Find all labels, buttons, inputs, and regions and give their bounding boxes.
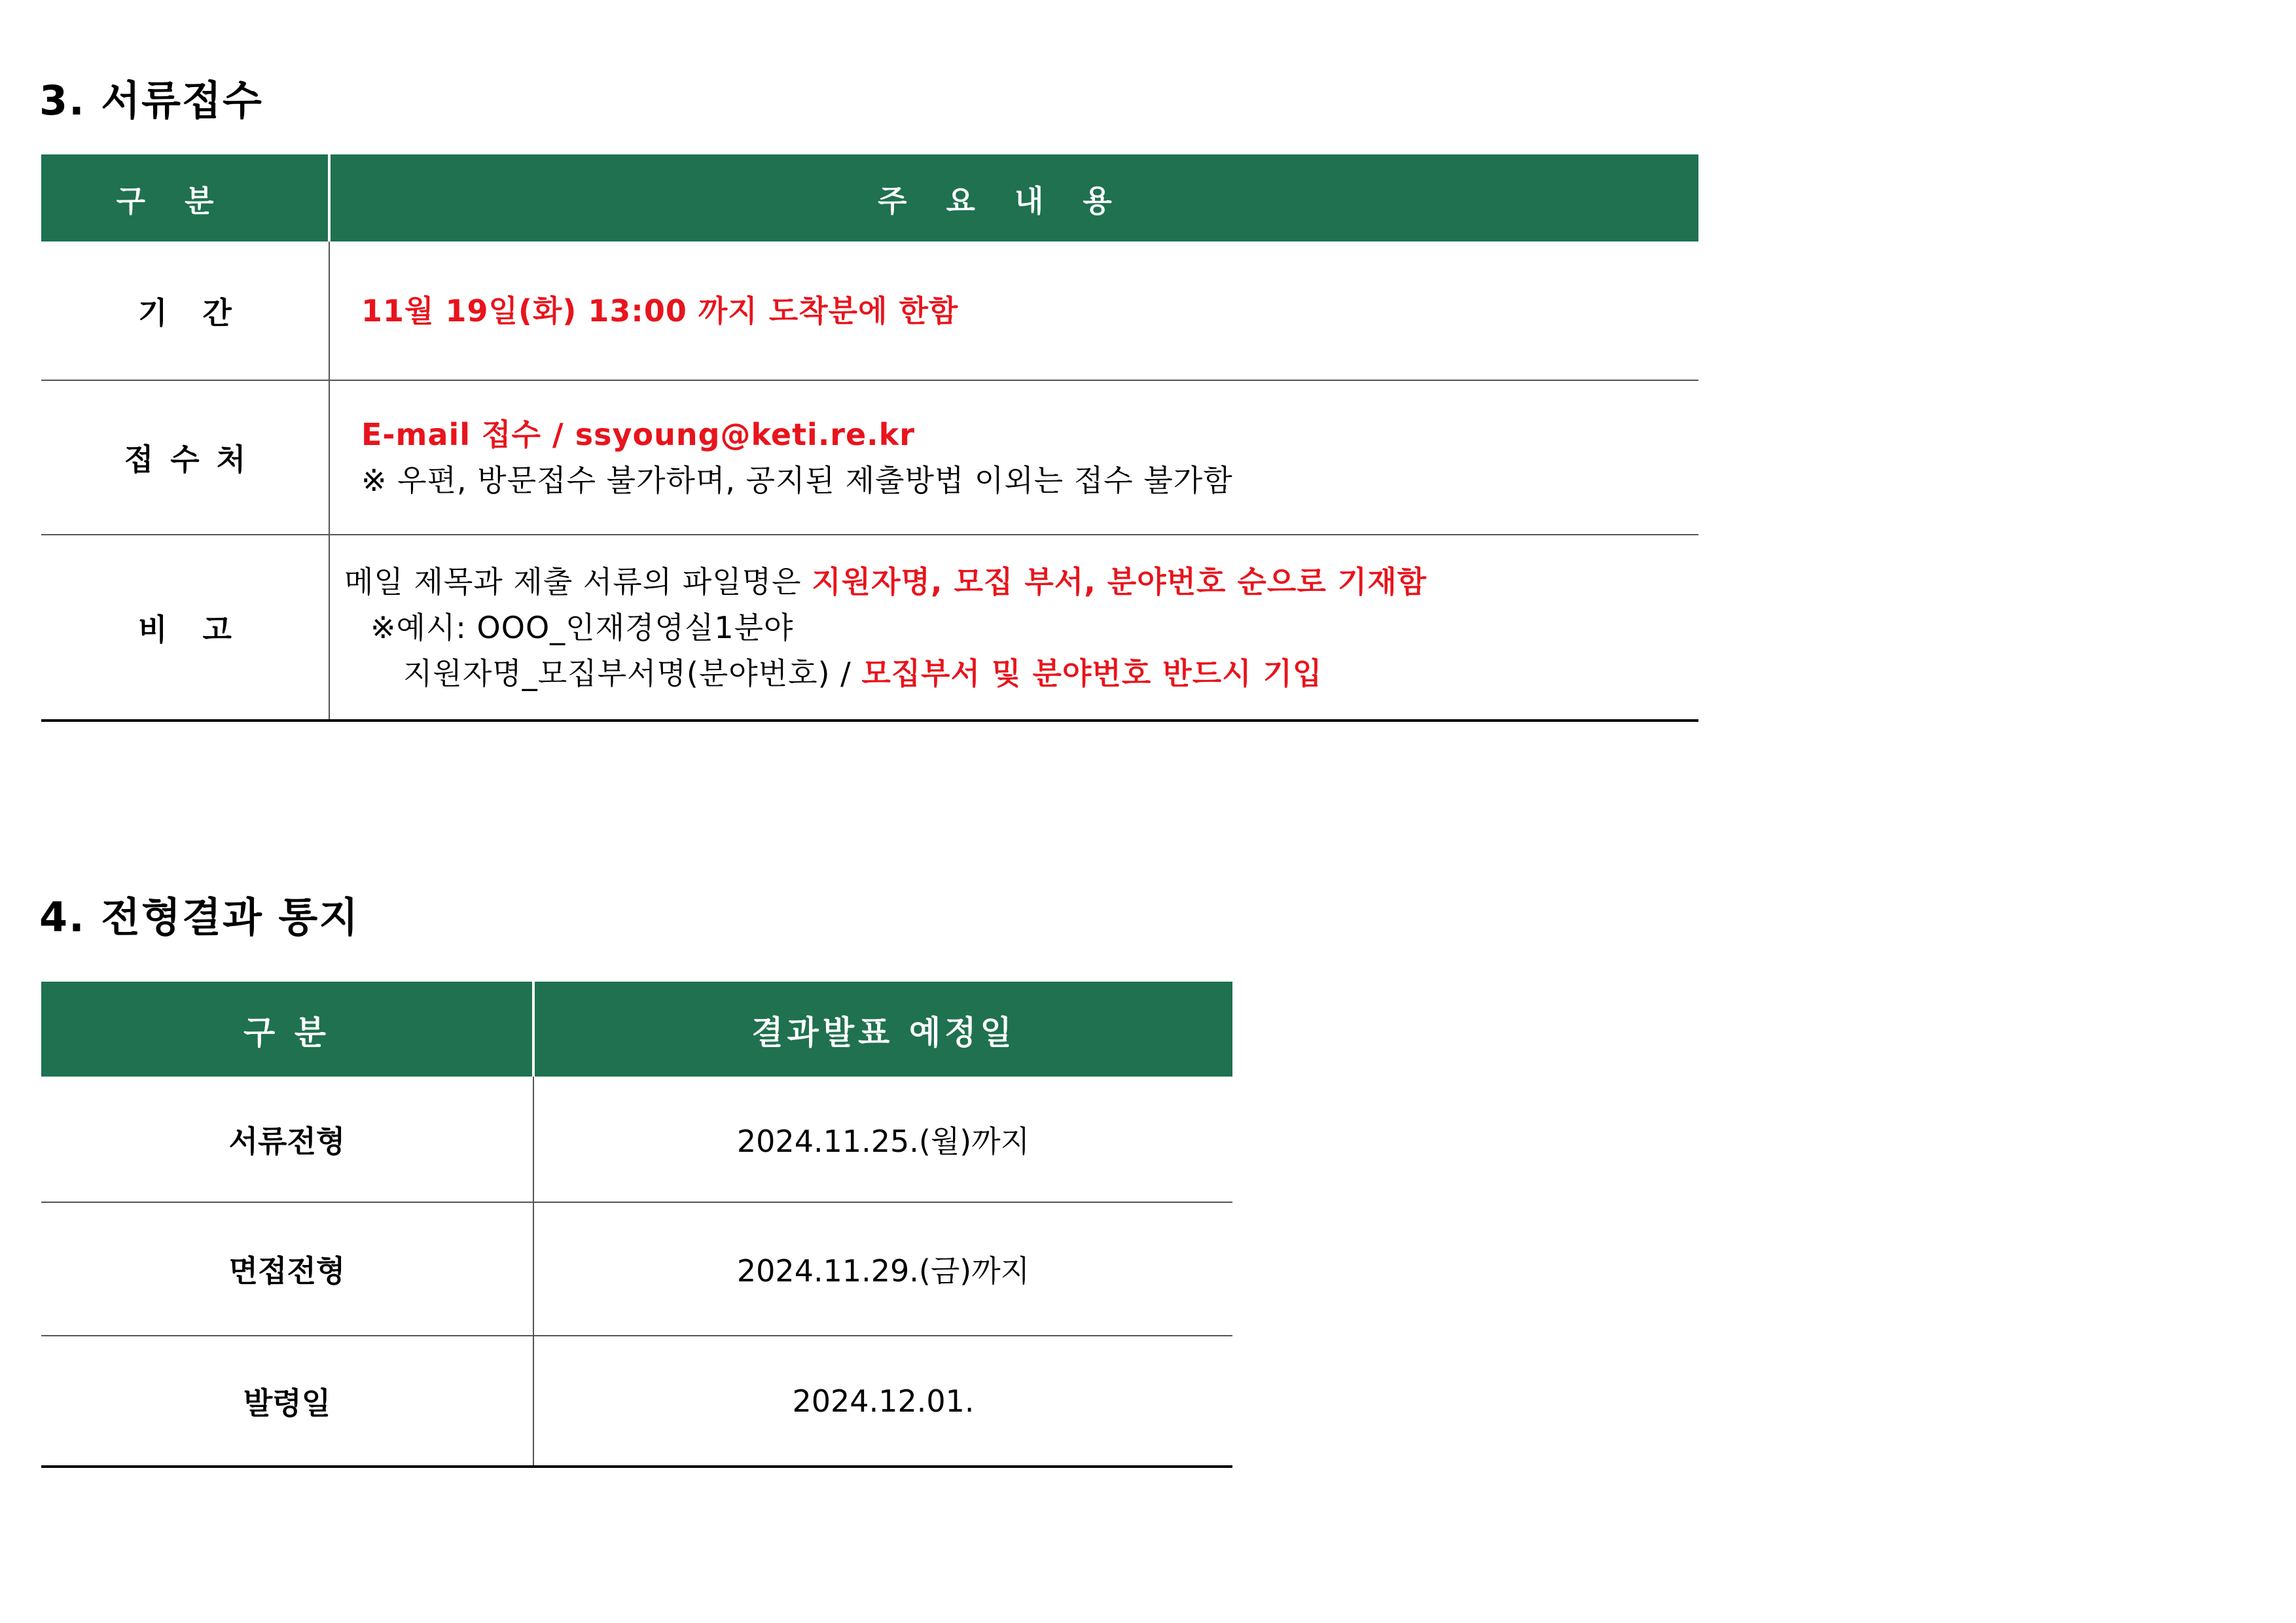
note-content [329,535,1698,721]
row-label-period: 기간 [41,241,329,380]
note-line-3 [344,651,1698,696]
receipt-content [329,380,1698,535]
note-line-1-red: 지원자명, 모집 부서, 분야번호 순으로 기재함 [812,563,1427,599]
row-date-document-screening: 2024.11.25.(월)까지 [533,1077,1232,1202]
note-line-1-plain: 메일 제목과 제출 서류의 파일명은 [344,563,812,599]
row-label-note: 비고 [41,535,329,721]
note-line-2: ※예시: OOO_인재경영실1분야 [370,609,794,645]
header-category: 구분 [41,156,329,242]
table-row [41,241,1698,380]
receipt-email-line: E-mail 접수 / ssyoung@keti.re.kr [361,417,915,452]
note-line-1 [344,559,1698,605]
row-label-interview: 면접전형 [41,1202,533,1336]
table-header-row [41,156,1698,242]
row-label-receipt: 접수처 [41,380,329,535]
note-line-3-plain: 지원자명_모집부서명(분야번호) / [403,655,862,691]
header-category: 구 분 [41,983,533,1077]
note-line-3-red: 모집부서 및 분야번호 반드시 기입 [861,655,1323,691]
table-row [41,380,1698,535]
table-row [41,1336,1232,1467]
header-announcement-date: 결과발표 예정일 [533,983,1232,1077]
table-row [41,535,1698,721]
document-submission-table [41,154,1698,722]
period-content [329,241,1698,380]
row-date-appointment: 2024.12.01. [533,1336,1232,1467]
row-label-document-screening: 서류전형 [41,1077,533,1202]
table-header-row [41,983,1232,1077]
section3-title: 3. 서류접수 [39,77,263,124]
section4-title: 4. 전형결과 통지 [39,893,360,941]
row-label-appointment: 발령일 [41,1336,533,1467]
receipt-notice-line: ※ 우편, 방문접수 불가하며, 공지된 제출방법 이외는 접수 불가함 [361,463,1233,498]
result-notification-table [41,982,1232,1468]
period-text: 11월 19일(화) 13:00 까지 도착분에 한함 [361,293,959,329]
header-main-content: 주요내용 [329,156,1698,242]
table-row [41,1202,1232,1336]
table-row [41,1077,1232,1202]
row-date-interview: 2024.11.29.(금)까지 [533,1202,1232,1336]
